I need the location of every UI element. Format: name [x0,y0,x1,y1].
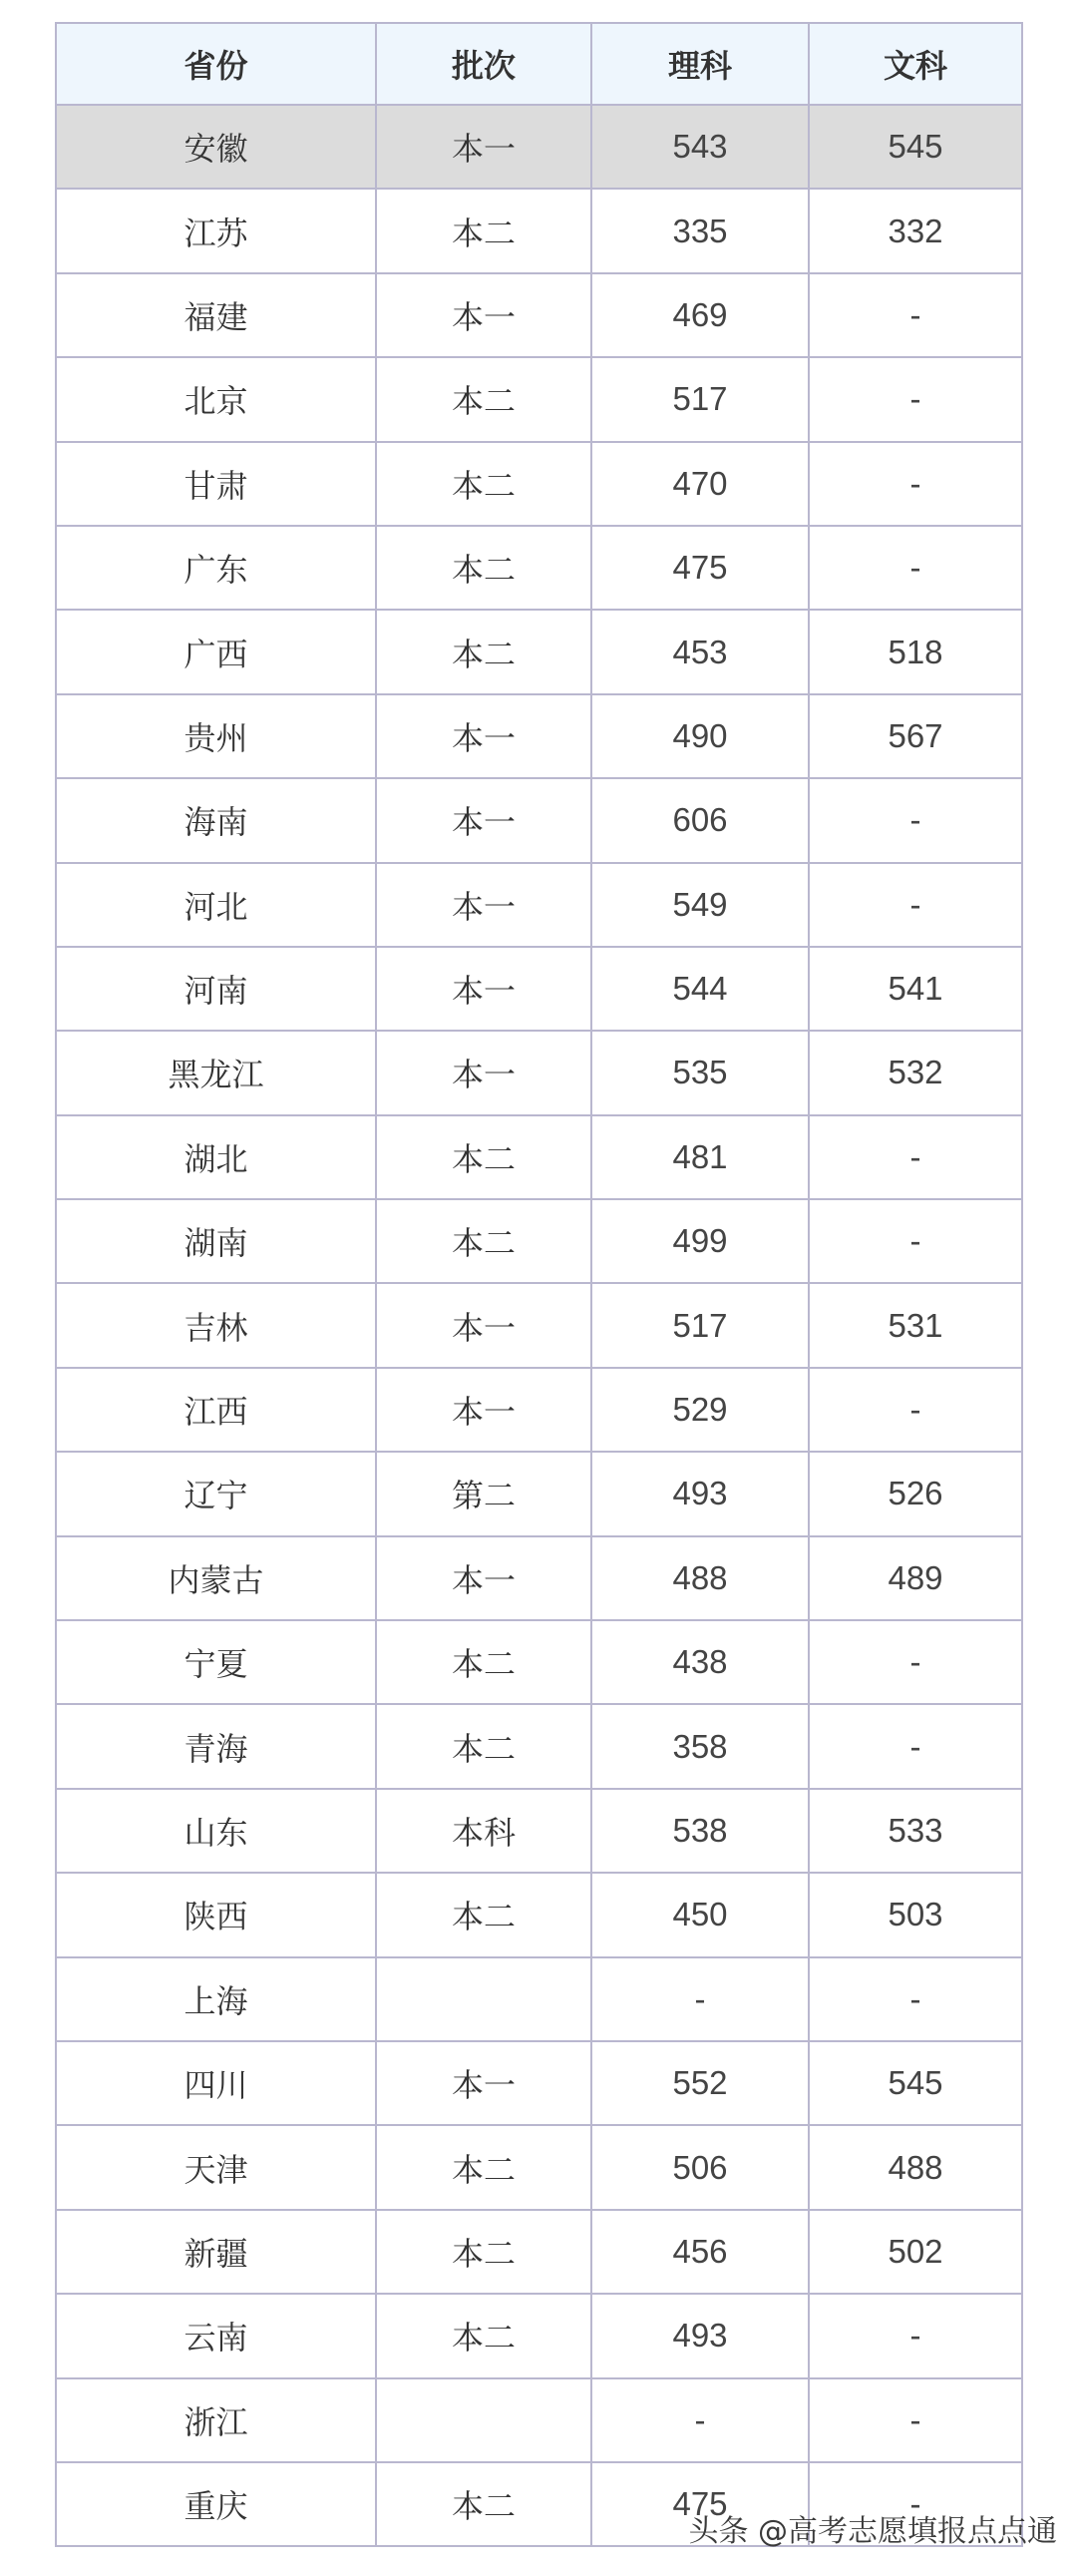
table-row [56,2041,1022,2125]
cell-province: 河北 [56,863,376,947]
table-row [56,105,1022,189]
cell-science-score: 481 [591,1115,809,1199]
cell-batch: 本一 [376,2041,591,2125]
cell-batch: 本二 [376,189,591,272]
cell-province: 重庆 [56,2462,376,2546]
header-province: 省份 [56,23,376,105]
table-row [56,2294,1022,2377]
cell-science-score: 469 [591,273,809,357]
table-row [56,863,1022,947]
cell-batch: 本二 [376,1199,591,1283]
cell-science-score: 335 [591,189,809,272]
cell-province: 江西 [56,1368,376,1452]
cell-science-score: 450 [591,1873,809,1956]
cell-province: 新疆 [56,2210,376,2294]
cell-province: 北京 [56,357,376,441]
cell-province: 宁夏 [56,1620,376,1704]
cell-arts-score: - [809,442,1022,526]
cell-science-score: 488 [591,1536,809,1620]
cell-science-score: 535 [591,1031,809,1114]
table-row [56,1536,1022,1620]
cell-science-score: - [591,2378,809,2462]
cell-province: 安徽 [56,105,376,189]
header-science: 理科 [591,23,809,105]
table-row [56,2125,1022,2209]
header-arts: 文科 [809,23,1022,105]
cell-province: 湖北 [56,1115,376,1199]
cell-province: 甘肃 [56,442,376,526]
cell-province: 陕西 [56,1873,376,1956]
cell-arts-score: 526 [809,1452,1022,1535]
cell-science-score: 517 [591,357,809,441]
cell-batch: 本一 [376,947,591,1031]
cell-province: 湖南 [56,1199,376,1283]
table-row [56,1452,1022,1535]
score-table-container [55,22,1021,2547]
cell-batch: 本二 [376,1704,591,1788]
cell-batch: 本一 [376,105,591,189]
table-row [56,2378,1022,2462]
table-row [56,2210,1022,2294]
table-row [56,1957,1022,2041]
cell-arts-score: - [809,778,1022,862]
cell-science-score: 549 [591,863,809,947]
cell-science-score: 506 [591,2125,809,2209]
cell-batch: 本二 [376,2294,591,2377]
table-body [56,105,1022,2546]
watermark: 头条 @高考志愿填报点点通 [688,2514,1057,2549]
cell-batch: 本二 [376,357,591,441]
cell-batch: 本二 [376,2125,591,2209]
header-batch: 批次 [376,23,591,105]
cell-batch: 本二 [376,2462,591,2546]
cell-province: 福建 [56,273,376,357]
cell-arts-score: 567 [809,694,1022,778]
cell-province: 贵州 [56,694,376,778]
cell-arts-score: - [809,863,1022,947]
cell-arts-score: - [809,2294,1022,2377]
cell-arts-score: - [809,1115,1022,1199]
cell-province: 广西 [56,610,376,693]
cell-province: 吉林 [56,1283,376,1367]
cell-arts-score: - [809,1620,1022,1704]
table-header [56,23,1022,105]
cell-arts-score: 545 [809,105,1022,189]
table-row [56,189,1022,272]
table-row [56,526,1022,610]
cell-arts-score: 532 [809,1031,1022,1114]
cell-batch: 本一 [376,1283,591,1367]
cell-batch: 本二 [376,526,591,610]
cell-arts-score: 489 [809,1536,1022,1620]
table-row [56,1031,1022,1114]
cell-arts-score: - [809,2378,1022,2462]
cell-arts-score: - [809,1199,1022,1283]
cell-science-score: 453 [591,610,809,693]
table-row [56,1704,1022,1788]
cell-province: 青海 [56,1704,376,1788]
cell-batch: 本一 [376,863,591,947]
cell-province: 辽宁 [56,1452,376,1535]
table-row [56,1620,1022,1704]
cell-science-score: 475 [591,2462,809,2546]
cell-batch: 本一 [376,778,591,862]
score-table [55,22,1023,2547]
cell-batch [376,1957,591,2041]
cell-province: 海南 [56,778,376,862]
cell-batch: 本科 [376,1789,591,1873]
table-row [56,442,1022,526]
table-row [56,1115,1022,1199]
cell-science-score: 493 [591,1452,809,1535]
table-row [56,1789,1022,1873]
cell-arts-score: - [809,1368,1022,1452]
cell-science-score: 493 [591,2294,809,2377]
cell-science-score: 470 [591,442,809,526]
cell-science-score: 499 [591,1199,809,1283]
cell-arts-score: 541 [809,947,1022,1031]
cell-arts-score: - [809,2462,1022,2546]
cell-province: 浙江 [56,2378,376,2462]
cell-batch: 本二 [376,610,591,693]
cell-arts-score: - [809,273,1022,357]
cell-science-score: 475 [591,526,809,610]
cell-arts-score: 502 [809,2210,1022,2294]
table-row [56,273,1022,357]
cell-batch: 第二 [376,1452,591,1535]
cell-batch: 本一 [376,1368,591,1452]
table-row [56,694,1022,778]
table-row [56,357,1022,441]
cell-arts-score: - [809,1704,1022,1788]
cell-province: 四川 [56,2041,376,2125]
table-row [56,610,1022,693]
cell-batch: 本二 [376,1873,591,1956]
cell-batch: 本二 [376,442,591,526]
cell-science-score: 529 [591,1368,809,1452]
cell-batch: 本一 [376,694,591,778]
cell-batch: 本一 [376,1031,591,1114]
table-row [56,1368,1022,1452]
cell-arts-score: 518 [809,610,1022,693]
cell-science-score: 490 [591,694,809,778]
cell-science-score: 544 [591,947,809,1031]
cell-province: 内蒙古 [56,1536,376,1620]
cell-science-score: 606 [591,778,809,862]
cell-batch: 本一 [376,1536,591,1620]
cell-province: 广东 [56,526,376,610]
table-row [56,1873,1022,1956]
cell-province: 山东 [56,1789,376,1873]
cell-arts-score: 531 [809,1283,1022,1367]
cell-batch: 本一 [376,273,591,357]
cell-batch [376,2378,591,2462]
cell-science-score: 543 [591,105,809,189]
cell-province: 黑龙江 [56,1031,376,1114]
cell-arts-score: 533 [809,1789,1022,1873]
table-row [56,1199,1022,1283]
cell-province: 云南 [56,2294,376,2377]
cell-arts-score: - [809,1957,1022,2041]
cell-arts-score: 545 [809,2041,1022,2125]
cell-science-score: 538 [591,1789,809,1873]
cell-batch: 本二 [376,2210,591,2294]
cell-arts-score: 503 [809,1873,1022,1956]
cell-arts-score: 488 [809,2125,1022,2209]
cell-province: 河南 [56,947,376,1031]
cell-science-score: 456 [591,2210,809,2294]
cell-province: 天津 [56,2125,376,2209]
cell-arts-score: - [809,526,1022,610]
cell-arts-score: 332 [809,189,1022,272]
cell-province: 江苏 [56,189,376,272]
table-row [56,947,1022,1031]
table-row [56,1283,1022,1367]
cell-science-score: 517 [591,1283,809,1367]
header-row [56,23,1022,105]
cell-province: 上海 [56,1957,376,2041]
cell-science-score: - [591,1957,809,2041]
cell-arts-score: - [809,357,1022,441]
table-row [56,778,1022,862]
cell-batch: 本二 [376,1115,591,1199]
cell-science-score: 358 [591,1704,809,1788]
cell-science-score: 552 [591,2041,809,2125]
cell-batch: 本二 [376,1620,591,1704]
cell-science-score: 438 [591,1620,809,1704]
